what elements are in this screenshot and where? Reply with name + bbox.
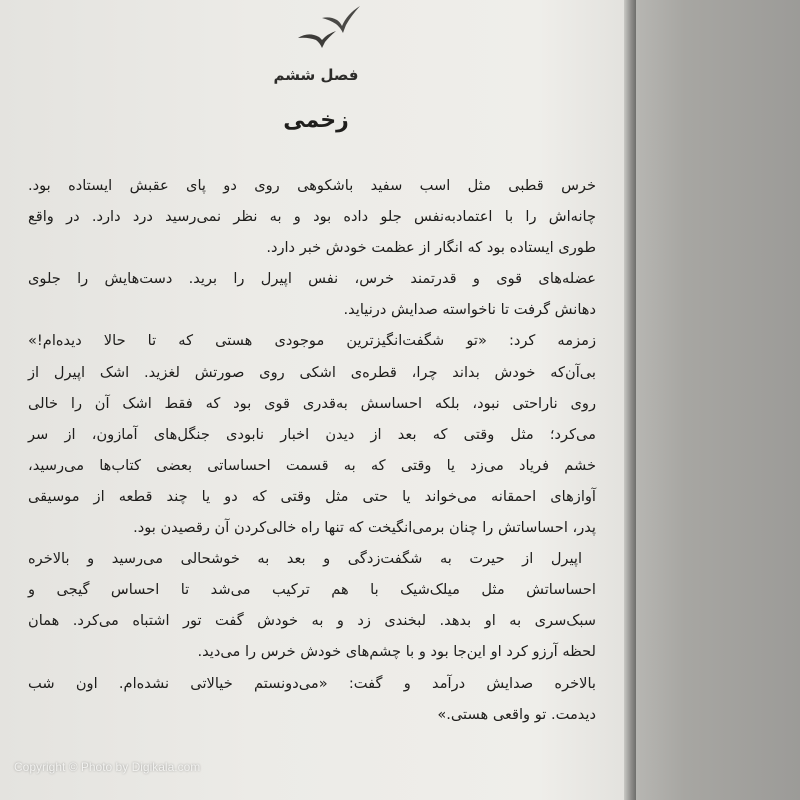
text-line: احساساتش مثل میلک‌شیک با هم ترکیب می‌شد تا احساس گیجی و — [28, 581, 596, 599]
copyright-watermark: Copyright © Photo by Digikala.com — [14, 760, 201, 774]
text-line: لحظه آرزو کرد او این‌جا بود و با چشم‌های خودش خرس را می‌دید. — [197, 643, 596, 661]
adjacent-page — [636, 0, 800, 800]
text-line: چانه‌اش را با اعتمادبه‌نفس جلو داده بود و به نظر نمی‌رسید درد دارد. در واقع — [28, 208, 596, 226]
book-gutter — [624, 0, 636, 800]
text-line: روی ناراحتی نبود، بلکه احساسش به‌قدری قوی بود که فقط اشک آن را خالی — [28, 394, 596, 412]
text-line: دهانش گرفت تا ناخواسته صدایش درنیاید. — [343, 301, 596, 319]
text-line: بالاخره صدایش درآمد و گفت: «می‌دونستم خیالاتی نشده‌ام. اون شب — [28, 674, 596, 692]
text-line: عضله‌های قوی و قدرتمند خرس، نفس اپیرل را برید. دست‌هایش را جلوی — [28, 270, 596, 288]
body-text — [28, 170, 596, 730]
text-line: بی‌آن‌که خودش بداند چرا، قطره‌ی اشکی روی صورتش لغزید. اشک اپیرل از — [28, 363, 596, 381]
chapter-heading: فصل ششم — [273, 66, 359, 84]
text-line: خرس قطبی مثل اسب سفید باشکوهی روی دو پای عقبش ایستاده بود. — [28, 177, 596, 194]
text-line: آوازهای احمقانه می‌خواند یا حتی مثل وقتی که دو یا چند قطعه از موسیقی — [28, 487, 596, 505]
text-line: زمزمه کرد: «تو شگفت‌انگیزترین موجودی هستی که تا حالا دیده‌ام!» — [28, 332, 596, 350]
text-line: طوری ایستاده بود که انگار از عظمت خودش خبر دارد. — [266, 239, 596, 257]
text-line: سبک‌سری به او بدهد. لبخندی زد و به خودش گفت تور اشتباه می‌کرد. همان — [28, 612, 596, 630]
text-line: اپیرل از حیرت به شگفت‌زدگی و بعد به خوشحالی می‌رسید و بالاخره — [28, 550, 582, 568]
text-line: می‌کرد؛ مثل وقتی که بعد از دیدن اخبار نابودی جنگل‌های آمازون، از سر — [28, 425, 596, 443]
text-line: پدر، احساساتش را چنان برمی‌انگیخت که تنها راه خالی‌کردن آن رقصیدن بود. — [133, 519, 596, 537]
chapter-title: زخمی — [283, 108, 349, 133]
text-line: دیدمت. تو واقعی هستی.» — [437, 705, 596, 723]
text-line: خشم فریاد می‌زد یا وقتی که به قسمت احساساتی بعضی کتاب‌ها می‌رسید، — [28, 456, 596, 474]
birds-icon — [292, 0, 372, 52]
